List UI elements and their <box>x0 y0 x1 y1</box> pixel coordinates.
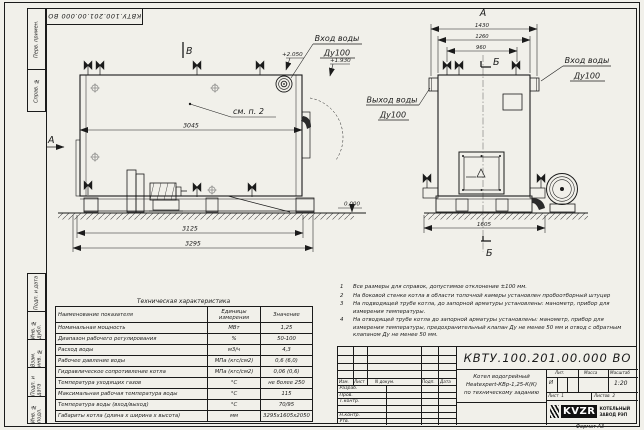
margin-label: Взам. инв. № <box>30 348 43 367</box>
spec-unit: °С <box>208 389 261 400</box>
spec-table-title: Техническая характеристика <box>136 298 231 305</box>
spec-row <box>56 323 313 334</box>
logo-hatch-decoration <box>550 405 559 418</box>
note-2 <box>340 293 632 301</box>
tb-line <box>421 347 422 425</box>
tb-lit-header: Лит. <box>555 370 565 375</box>
level-zero: 0.000 <box>344 201 361 208</box>
inlet-dn-front: Ду100 <box>573 71 601 81</box>
notes-block <box>340 284 632 341</box>
spec-unit: МПа (кгс/см2) <box>208 367 261 378</box>
note-number: 3 <box>340 301 344 308</box>
tb-sheets-label: Листов <box>594 393 610 398</box>
tb-line <box>338 418 456 419</box>
note-text: На отводящей трубе котла до запорной арматуры установлены: манометр, прибор для измерения температуры, предохранительный клапан Ду не менее 50 мм и отвод с обратным клапаном Ду не менее 50 мм. <box>353 317 622 339</box>
tb-scale-header: Масштаб <box>610 370 630 375</box>
spec-header-name: Наименование показателя <box>56 307 208 323</box>
burner-assembly <box>127 170 187 212</box>
margin-label: Инв. № дубл. <box>30 319 43 339</box>
tb-line <box>338 405 456 406</box>
tb-sign-prov: Пров. <box>339 392 353 398</box>
tb-rev-izm: Изм. <box>339 379 349 384</box>
spec-row <box>56 411 313 422</box>
tb-name-line2: Heatexpert-КВр-1,25-К(К) <box>465 382 537 389</box>
tb-rev-podp: Подп. <box>422 379 435 384</box>
side-view-dimensions <box>46 42 362 252</box>
tb-line <box>567 377 568 392</box>
tb-name-line3: по техническому заданию <box>464 390 539 397</box>
view-label-v: В <box>186 46 193 57</box>
tb-scale-value: 1:20 <box>614 380 628 387</box>
spec-table <box>55 306 313 422</box>
view-label-a: А <box>479 8 487 19</box>
inlet-label-front: Вход воды <box>564 56 610 65</box>
inlet-flange <box>276 76 292 92</box>
spec-header-row <box>56 307 313 323</box>
spec-value: 4,3 <box>261 345 313 356</box>
spec-row <box>56 367 313 378</box>
spec-row <box>56 400 313 411</box>
dim-1430: 1430 <box>474 23 490 29</box>
note-text: На подводящей трубе котла, до запорной арматуры установлены: манометр, прибор для измерения температуры. <box>353 301 610 315</box>
company-line2: ЗАВОД РЭП <box>599 411 628 417</box>
spec-name: Температура воды (вход/выход) <box>56 400 208 411</box>
tb-sign-razrab: Разраб. <box>339 386 358 391</box>
tb-line <box>608 369 609 392</box>
tb-sign-tkontr: Т.контр. <box>339 399 360 405</box>
company-line1: КОТЕЛЬНЫЙ <box>599 406 631 412</box>
tb-product-name <box>457 373 546 397</box>
tb-line <box>456 402 546 403</box>
tb-sheet <box>548 393 564 398</box>
tb-sheets-value: 2 <box>612 393 615 398</box>
kvzr-logo: KVZR <box>563 406 596 417</box>
tb-rev-list: Лист <box>354 379 365 384</box>
tb-line <box>338 392 456 393</box>
spec-unit: МВт <box>208 323 261 334</box>
spec-name: Расход воды <box>56 345 208 356</box>
spec-name: Рабочее давление воды <box>56 356 208 367</box>
tb-line <box>557 377 558 392</box>
inlet-label: Вход воды <box>314 34 360 43</box>
spec-value: не более 250 <box>261 378 313 389</box>
tb-line <box>546 377 638 378</box>
tb-sheets <box>594 393 615 398</box>
spec-name: Диапазон рабочего регулирования <box>56 334 208 345</box>
note-number: 4 <box>340 317 344 324</box>
company-logo-row <box>550 405 630 418</box>
note-number: 2 <box>340 292 344 299</box>
spec-row <box>56 389 313 400</box>
spec-name: Температура уходящих газов <box>56 378 208 389</box>
note-text: Все размеры для справок, допустимое отклонение ±100 мм. <box>353 284 528 290</box>
spec-unit: м3/ч <box>208 345 261 356</box>
spec-value: 3295х1605х2050 <box>261 411 313 422</box>
tb-rev-docnum: N докум. <box>375 379 395 384</box>
spec-header-value: Значение <box>261 307 313 323</box>
fan-blower <box>547 174 578 213</box>
spec-row <box>56 334 313 345</box>
company-name <box>599 406 630 417</box>
spec-value: 0,06 (0,6) <box>261 367 313 378</box>
title-block <box>337 346 637 424</box>
tb-mass-header: Масса <box>584 370 598 375</box>
dim-1605: 1605 <box>476 222 492 228</box>
tb-name-line1: Котел водогрейный <box>473 374 530 380</box>
level-plus-1930: +1.930 <box>330 58 351 64</box>
margin-label: Перв. примен. <box>33 20 40 58</box>
inlet-dn: Ду100 <box>323 48 351 58</box>
spec-name: Номинальная мощность <box>56 323 208 334</box>
tb-sheet-label: Лист <box>548 393 559 398</box>
spec-row <box>56 378 313 389</box>
tb-sign-utv: Утв. <box>339 419 350 425</box>
spec-header-units: Единицы измерения <box>208 307 261 323</box>
view-arrow-a: А <box>48 135 55 146</box>
note-number: 1 <box>340 284 344 290</box>
margin-label: Подп. и дата <box>30 376 43 396</box>
tb-lit-value: И <box>549 380 554 386</box>
outlet-label: Выход воды <box>366 95 418 105</box>
outlet-dn: Ду100 <box>379 110 407 120</box>
section-label-b-bottom: Б <box>486 248 493 259</box>
tb-line <box>438 347 439 425</box>
margin-label: Подп. и дата <box>33 275 40 310</box>
spec-unit: % <box>208 334 261 345</box>
section-label-b-top: Б <box>493 57 500 68</box>
note-4 <box>340 317 632 340</box>
dim-3295: 3295 <box>185 240 201 248</box>
corner-stamp-text: КВТУ.100.201.00.000 ВО <box>47 12 142 21</box>
tb-line <box>367 347 368 385</box>
tb-line <box>578 369 579 392</box>
spec-name: Гидравлическое сопротивление котла <box>56 367 208 378</box>
spec-value: 1,25 <box>261 323 313 334</box>
note-3 <box>340 301 632 316</box>
level-plus-2050: +2.050 <box>282 52 303 58</box>
format-label: Формат А3 <box>575 424 605 430</box>
spec-value: 50-100 <box>261 334 313 345</box>
note-1 <box>340 284 632 292</box>
front-view-texts <box>367 8 610 259</box>
tb-line <box>591 392 592 400</box>
tb-sheet-value: 1 <box>561 393 564 398</box>
spec-name: Габариты котла (длина х ширина х высота) <box>56 411 208 422</box>
furnace-door <box>459 152 504 194</box>
spec-unit: °С <box>208 400 261 411</box>
spec-value: 115 <box>261 389 313 400</box>
dim-3045: 3045 <box>183 122 199 130</box>
front-view <box>423 55 588 252</box>
dim-3125: 3125 <box>182 225 198 233</box>
spec-value: 0,6 (6,0) <box>261 356 313 367</box>
tb-sign-nkontr: Н.контр. <box>339 412 361 418</box>
callout-see-note-2: см. п. 2 <box>233 107 264 116</box>
spec-name: Максимальная рабочая температура воды <box>56 389 208 400</box>
spec-value: 70/95 <box>261 400 313 411</box>
note-text: На боковой стенке котла в области топочной камеры установлен пробоотборный штуцер <box>353 292 611 299</box>
spec-row <box>56 345 313 356</box>
margin-label: Инв. № подл. <box>30 403 43 423</box>
margin-label: Справ. № <box>33 77 40 104</box>
tb-line <box>546 400 638 401</box>
dim-960: 960 <box>476 45 486 51</box>
dim-1260: 1260 <box>475 34 489 40</box>
spec-unit: МПа (кгс/см2) <box>208 356 261 367</box>
tb-rev-data: Дата <box>440 379 451 384</box>
side-view <box>58 61 366 219</box>
tb-doc-number: КВТУ.100.201.00.000 ВО <box>457 347 638 370</box>
spec-row <box>56 356 313 367</box>
spec-unit: мм <box>208 411 261 422</box>
spec-unit: °С <box>208 378 261 389</box>
